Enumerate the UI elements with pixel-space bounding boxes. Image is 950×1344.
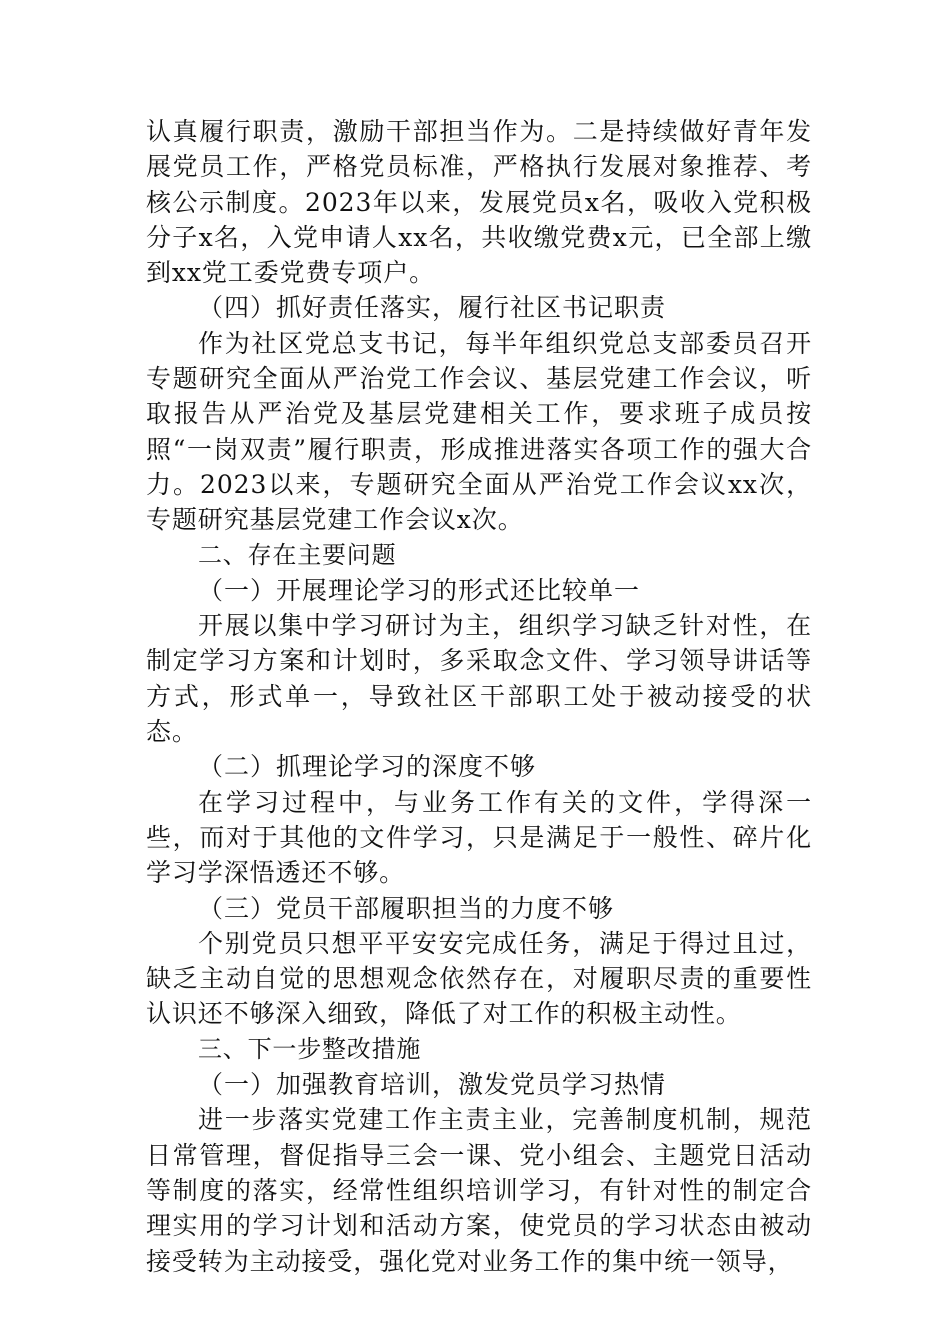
heading-rectification-measures: 三、下一步整改措施 — [198, 1034, 422, 1063]
paragraph-performance: 个别党员只想平平安安完成任务，满足于得过且过，缺乏主动自觉的思想观念依然存在，对履职尽责的重要性认识还不够深入细致，降低了对工作的积极主动性。 — [146, 928, 812, 1029]
paragraph-responsibilities-continued: 认真履行职责，激励干部担当作为。二是持续做好青年发展党员工作，严格党员标准，严格执行发展对象推荐、考核公示制度。2023年以来，发展党员x名，吸收入党积极分子x名，入党申请人xx名，共收缴党费x元，已全部上缴到xx党工委党费专项户。 — [146, 117, 812, 288]
paragraph-training: 进一步落实党建工作主责主业，完善制度机制，规范日常管理，督促指导三会一课、党小组会、主题党日活动等制度的落实，经常性组织培训学习，有针对性的制定合理实用的学习计划和活动方案，使党员的学习状态由被动接受转为主动接受，强化党对业务工作的集中统一领导， — [146, 1105, 812, 1276]
subheading-4-responsibility: （四）抓好责任落实，履行社区书记职责 — [198, 293, 667, 323]
subheading-2-study-depth: （二）抓理论学习的深度不够 — [198, 752, 537, 782]
document-body — [146, 114, 812, 1279]
paragraph-study-form: 开展以集中学习研讨为主，组织学习缺乏针对性，在制定学习方案和计划时，多采取念文件、学习领导讲话等方式，形式单一，导致社区干部职工处于被动接受的状态。 — [146, 611, 812, 747]
paragraph-secretary-duties: 作为社区党总支书记，每半年组织党总支部委员召开专题研究全面从严治党工作会议、基层党建工作会议，听取报告从严治党及基层党建相关工作，要求班子成员按照“一岗双责”履行职责，形成推进落实各项工作的强大合力。2023以来，专题研究全面从严治党工作会议xx次，专题研究基层党建工作会议x次。 — [146, 328, 812, 535]
subheading-3-performance: （三）党员干部履职担当的力度不够 — [198, 893, 615, 923]
subheading-1-study-form: （一）开展理论学习的形式还比较单一 — [198, 575, 641, 605]
paragraph-study-depth: 在学习过程中，与业务工作有关的文件，学得深一些，而对于其他的文件学习，只是满足于一般性、碎片化学习学深悟透还不够。 — [146, 787, 812, 888]
subheading-1-training: （一）加强教育培训，激发党员学习热情 — [198, 1070, 667, 1100]
heading-main-problems: 二、存在主要问题 — [198, 540, 397, 569]
